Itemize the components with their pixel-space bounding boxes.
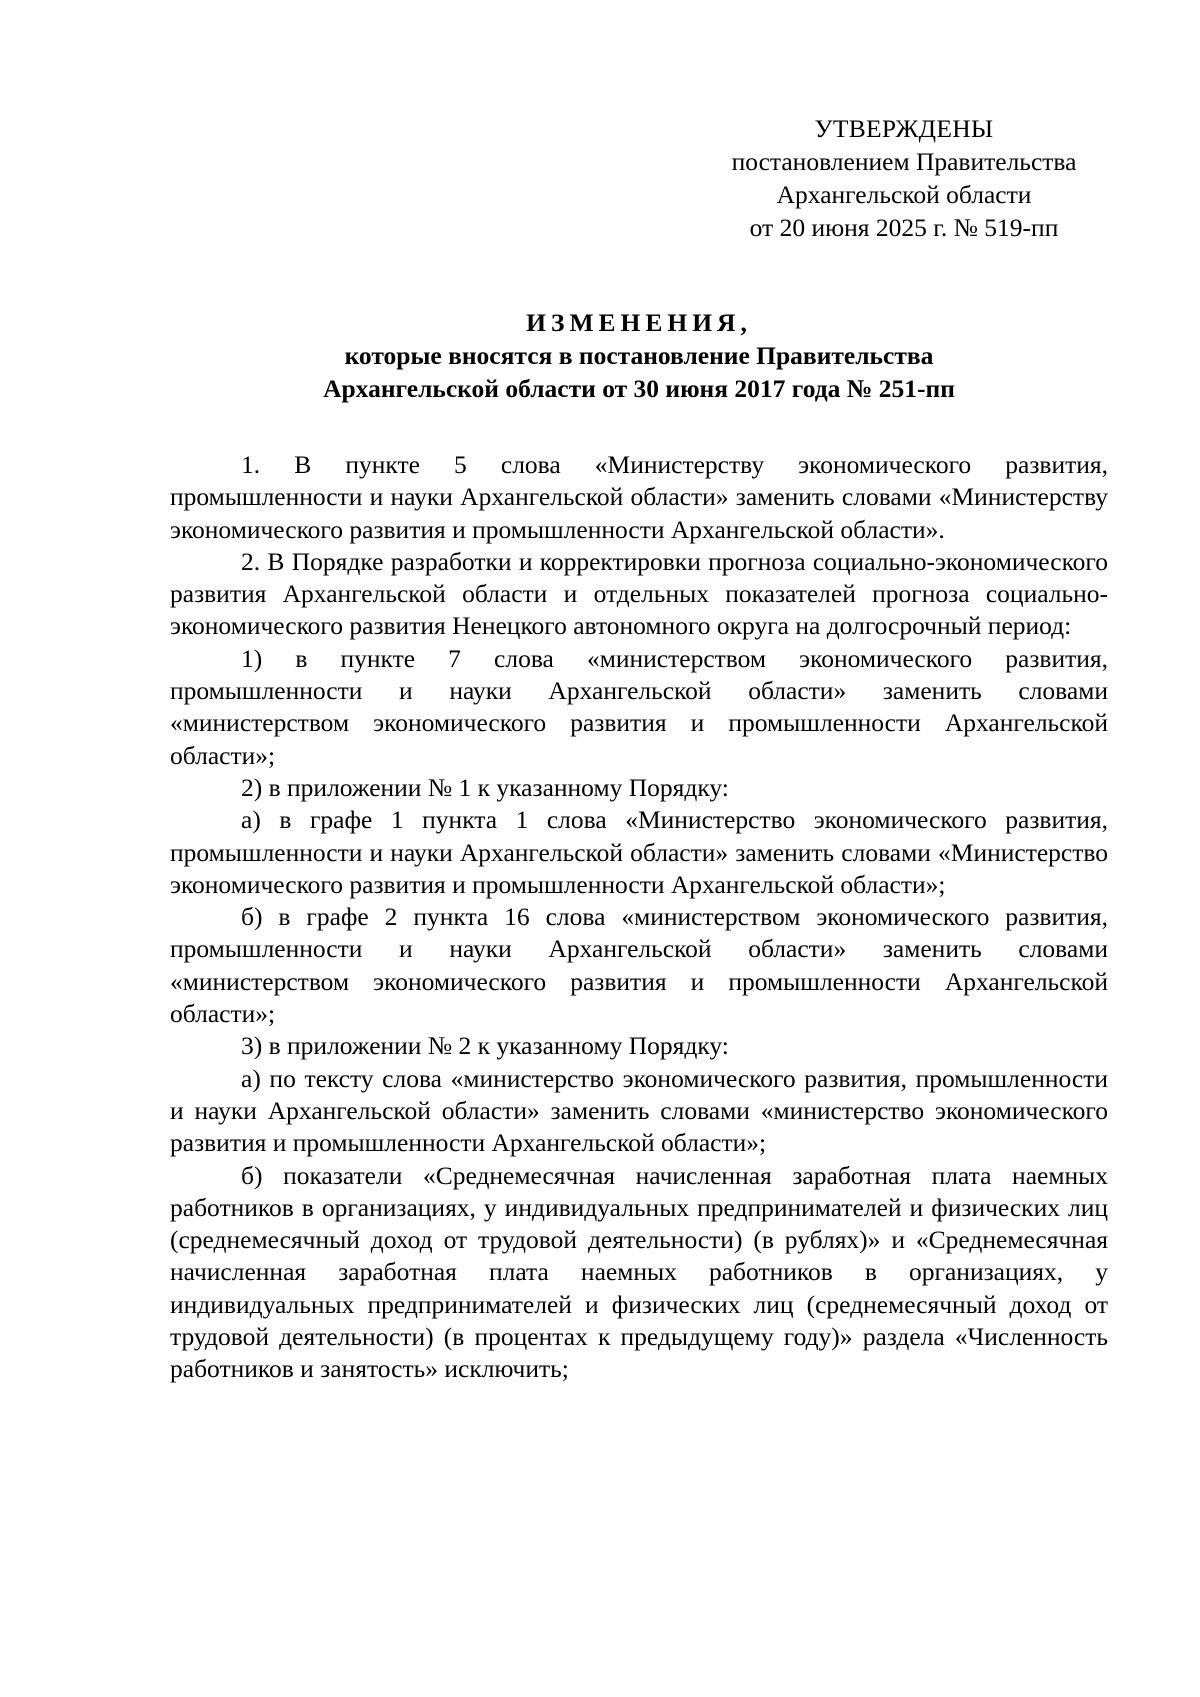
paragraph-2-3: 3) в приложении № 2 к указанному Порядку: (241, 1031, 729, 1061)
document-title (170, 306, 1108, 405)
title-main: ИЗМЕНЕНИЯ, (526, 308, 752, 337)
approval-line-authority: постановлением Правительства (731, 147, 1077, 176)
paragraph-1: 1. В пункте 5 слова «Министерству экономического развития, промышленности и науки Архангельской области» заменить словами «Министерству экономического развития и промышленности Архангельской области». (170, 450, 1108, 544)
approval-heading: УТВЕРЖДЕНЫ (814, 114, 994, 143)
paragraph-2-3-b: б) показатели «Среднемесячная начисленная заработная плата наемных работников в организациях, у индивидуальных предпринимателей и физических лиц (среднемесячный доход от трудовой деятельности) (в рублях)» и «Среднемесячная начисленная заработная плата наемных работников в организациях, у индивидуальных предпринимателей и физических лиц (среднемесячный доход от трудовой деятельности) (в процентах к предыдущему году)» раздела «Численность работников и занятость» исключить; (170, 1160, 1108, 1384)
paragraph-2-2: 2) в приложении № 1 к указанному Порядку: (241, 772, 729, 802)
paragraph-2: 2. В Порядке разработки и корректировки прогноза социально-экономического развития Архангельской области и отдельных показателей прогноза социально-экономического развития Ненецкого автономного округа на долгосрочный период: (170, 546, 1108, 641)
approval-line-date: от 20 июня 2025 г. № 519-пп (749, 213, 1059, 242)
approval-stamp (704, 112, 1104, 244)
approval-line-region: Архангельской области (776, 180, 1032, 209)
paragraph-2-3-a: а) по тексту слова «министерство экономического развития, промышленности и науки Архангельской области» заменить словами «министерство экономического развития и промышленности Архангельской области»; (170, 1063, 1108, 1158)
paragraph-2-1: 1) в пункте 7 слова «министерством экономического развития, промышленности и науки Архангельской области» заменить словами «министерством экономического развития и промышленности Архангельской области»; (170, 643, 1108, 770)
title-subtitle-line-2: Архангельской области от 30 июня 2017 года № 251-пп (323, 374, 955, 403)
paragraph-2-2-a: а) в графе 1 пункта 1 слова «Министерство экономического развития, промышленности и науки Архангельской области» заменить словами «Министерство экономического развития и промышленности Архангельской области»; (170, 805, 1108, 899)
document-body (170, 449, 1108, 1386)
title-subtitle-line-1: которые вносятся в постановление Правительства (344, 341, 934, 370)
paragraph-2-2-b: б) в графе 2 пункта 16 слова «министерством экономического развития, промышленности и науки Архангельской области» заменить словами «министерством экономического развития и промышленности Архангельской области»; (170, 902, 1108, 1029)
